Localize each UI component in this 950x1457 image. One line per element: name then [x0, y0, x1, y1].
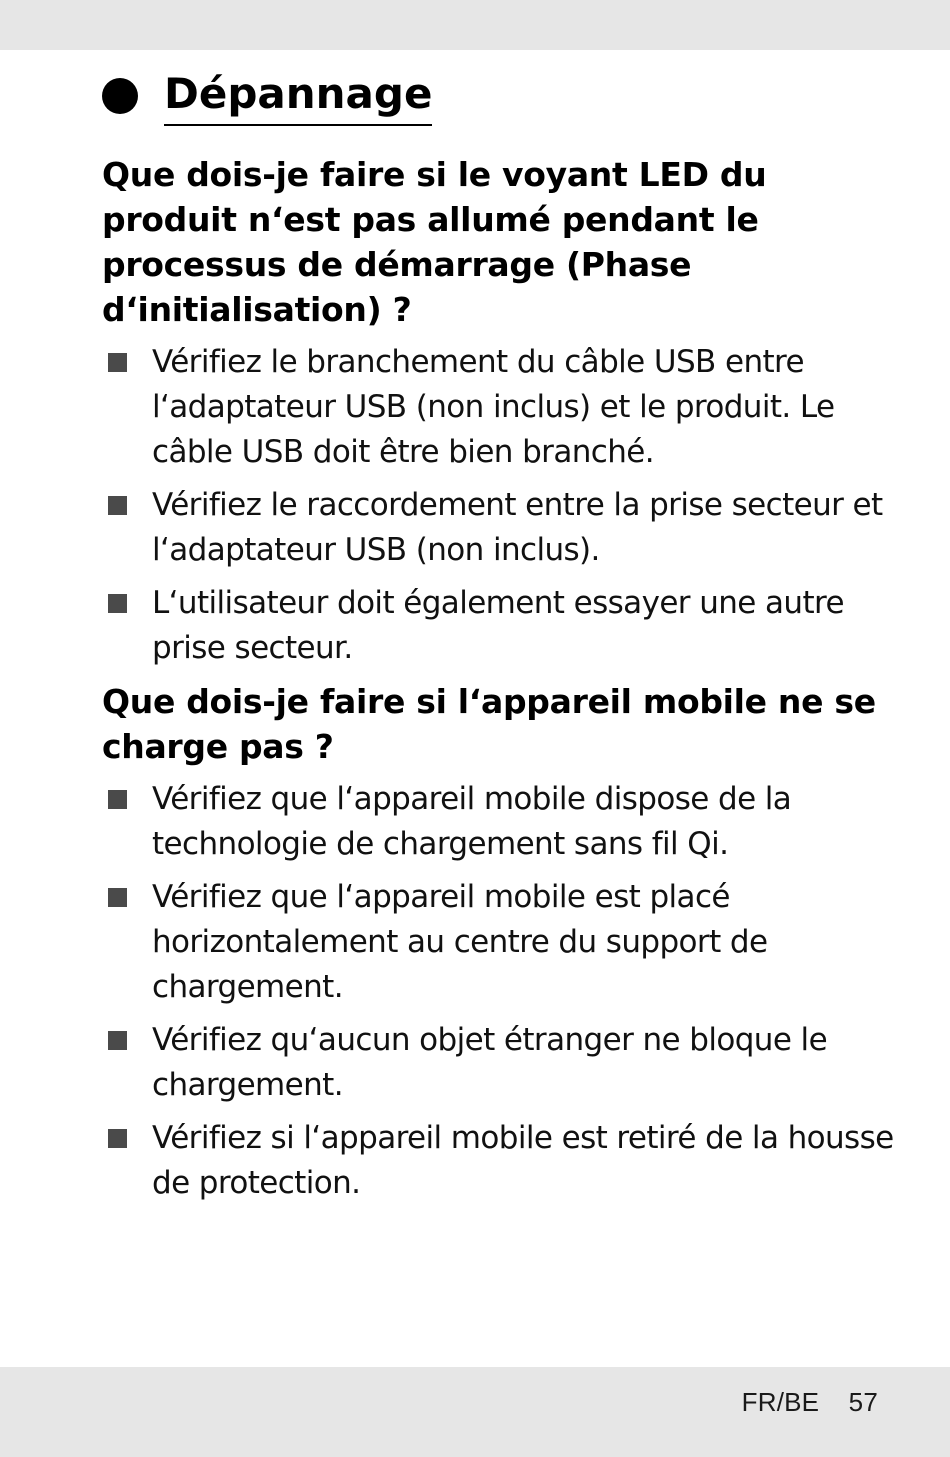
list-item-text: Vérifiez si l‘appareil mobile est retiré de la housse de protection. — [152, 1120, 894, 1201]
list-item-text: Vérifiez le branchement du câble USB entre l‘adaptateur USB (non inclus) et le produit. Le câble USB doit être bien branché. — [152, 344, 835, 470]
list-item — [102, 581, 902, 671]
square-bullet-icon — [108, 496, 127, 515]
list-item-text: Vérifiez qu‘aucun objet étranger ne bloque le chargement. — [152, 1022, 828, 1103]
square-bullet-icon — [108, 1129, 127, 1148]
square-bullet-icon — [108, 790, 127, 809]
square-bullet-icon — [108, 594, 127, 613]
list-item-text: Vérifiez le raccordement entre la prise secteur et l‘adaptateur USB (non inclus). — [152, 487, 883, 568]
list-item — [102, 777, 902, 867]
faq-answers-1 — [102, 340, 902, 671]
list-item-text: Vérifiez que l‘appareil mobile est placé horizontalement au centre du support de chargement. — [152, 879, 768, 1005]
bullet-dot-icon — [102, 78, 138, 114]
faq-question-2: Que dois-je faire si l‘appareil mobile ne se charge pas ? — [102, 682, 876, 766]
list-item-text: Vérifiez que l‘appareil mobile dispose de la technologie de chargement sans fil Qi. — [152, 781, 792, 862]
list-item — [102, 875, 902, 1010]
square-bullet-icon — [108, 353, 127, 372]
section-title: Dépannage — [164, 66, 432, 126]
list-item-text: L‘utilisateur doit également essayer une autre prise secteur. — [152, 585, 844, 666]
list-item — [102, 483, 902, 573]
faq-answers-2 — [102, 777, 902, 1206]
section-header — [102, 66, 902, 126]
page-number: 57 — [848, 1387, 878, 1417]
top-margin-band — [0, 0, 950, 50]
faq-question-1: Que dois-je faire si le voyant LED du produit n‘est pas allumé pendant le processus de démarrage (Phase d‘initialisation) ? — [102, 155, 767, 329]
list-item — [102, 340, 902, 475]
list-item — [102, 1116, 902, 1206]
page-content — [102, 66, 902, 1214]
square-bullet-icon — [108, 888, 127, 907]
list-item — [102, 1018, 902, 1108]
square-bullet-icon — [108, 1031, 127, 1050]
page-footer — [742, 1387, 878, 1418]
language-code: FR/BE — [741, 1387, 820, 1417]
